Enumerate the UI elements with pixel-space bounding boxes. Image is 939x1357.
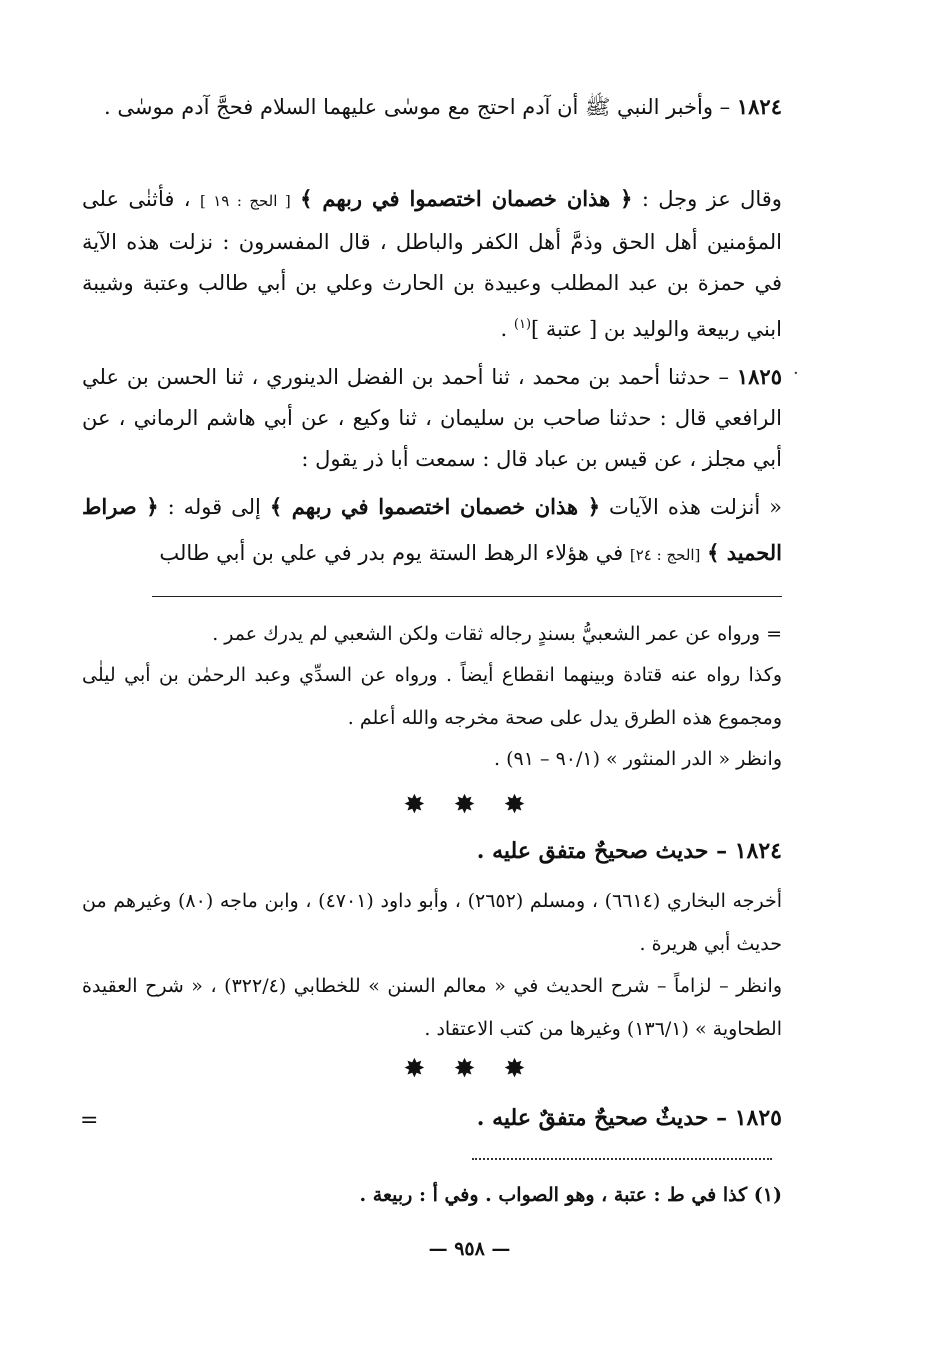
quran-verse: ﴿ هذان خصمان اختصموا في ربهم ﴾ — [300, 186, 633, 211]
hadith-number: ١٨٢٥ — [736, 364, 782, 389]
quote-end: في هؤلاء الرهط الستة يوم بدر في علي بن أبي طالب — [159, 541, 624, 565]
notes-line: = ورواه عن عمر الشعبيُّ بسندٍ رجاله ثقات ولكن الشعبي لم يدرك عمر . — [212, 623, 782, 645]
quote-mid: إلى قوله : — [167, 495, 261, 519]
section-divider-stars: ✸ ✸ ✸ — [403, 1054, 536, 1084]
notes-separator — [152, 596, 782, 597]
footnote: (١) كذا في ط : عتبة ، وهو الصواب . وفي أ : ربيعة . — [359, 1184, 782, 1206]
verse-intro: وقال عز وجل : — [641, 187, 782, 211]
verse-paragraph-end: . — [500, 317, 508, 341]
page-number: — ٩٥٨ — — [428, 1238, 511, 1260]
margin-mark: · — [793, 363, 799, 384]
notes-line: وانظر « الدر المنثور » (٩٠/١ – ٩١) . — [494, 748, 782, 770]
quran-verse: ﴿ صراط الحميد ﴾ — [82, 494, 782, 565]
footnote-separator — [472, 1158, 772, 1160]
hadith-1825-paragraph — [82, 356, 782, 480]
hadith-number: ١٨٢٤ — [736, 94, 782, 119]
hadith-text: – وأخبر النبي ﷺ أن آدم احتج مع موسٰى عليهما السلام فحجَّ آدم موسٰى . — [104, 95, 731, 119]
footnote-reference: (١) — [513, 317, 532, 332]
continuation-mark: = — [80, 1108, 99, 1133]
verse-paragraph — [82, 178, 782, 350]
hadith-text: – حدثنا أحمد بن محمد ، ثنا أحمد بن الفضل الدينوري ، ثنا الحسن بن علي الرافعي قال : حدثنا صاحب بن سليمان ، ثنا وكيع ، عن أبي هاشم الرماني ، عن أبي مجلز ، عن قيس بن عباد قال : سمعت أبا ذر يقول : — [82, 365, 782, 471]
verse-citation: [ الحج : ١٩ ] — [199, 192, 291, 210]
section-divider-stars: ✸ ✸ ✸ — [403, 790, 536, 820]
verse-commentary: ، فأثنٰى على المؤمنين أهل الحق وذمَّ أهل الكفر والباطل ، قال المفسرون : نزلت هذه الآية في حمزة بن عبد المطلب وعبيدة بن الحارث وعلي بن أبي طالب وعتبة وشيبة ابني ربيعة والوليد بن [ عتبة ] — [82, 187, 782, 341]
takhrij-paragraph: وانظر – لزاماً – شرح الحديث في « معالم السنن » للخطابي (٣٢٢/٤) ، « شرح العقيدة الطحاوية » (١٣٦/١) وغيرها من كتب الاعتقاد . — [82, 975, 782, 1040]
hadith-1824-paragraph — [82, 86, 782, 128]
quran-verse: ﴿ هذان خصمان اختصموا في ربهم ﴾ — [269, 494, 601, 519]
quote-paragraph — [82, 484, 782, 578]
takhrij-heading: ١٨٢٥ – حديثٌ صحيحٌ متفقٌ عليه . — [476, 1105, 782, 1131]
notes-paragraph: وكذا رواه عنه قتادة وبينهما انقطاع أيضاً . ورواه عن السدِّي وعبد الرحمٰن بن أبي ليلٰى ومجموع هذه الطرق يدل على صحة مخرجه والله أعلم . — [82, 664, 782, 729]
verse-citation: [الحج : ٢٤] — [629, 546, 701, 564]
takhrij-paragraph: أخرجه البخاري (٦٦١٤) ، ومسلم (٢٦٥٢) ، وأبو داود (٤٧٠١) ، وابن ماجه (٨٠) وغيرهم من حديث أبي هريرة . — [82, 890, 782, 955]
quote-start: « أنزلت هذه الآيات — [609, 495, 782, 519]
takhrij-heading: ١٨٢٤ – حديث صحيحٌ متفق عليه . — [476, 838, 782, 864]
